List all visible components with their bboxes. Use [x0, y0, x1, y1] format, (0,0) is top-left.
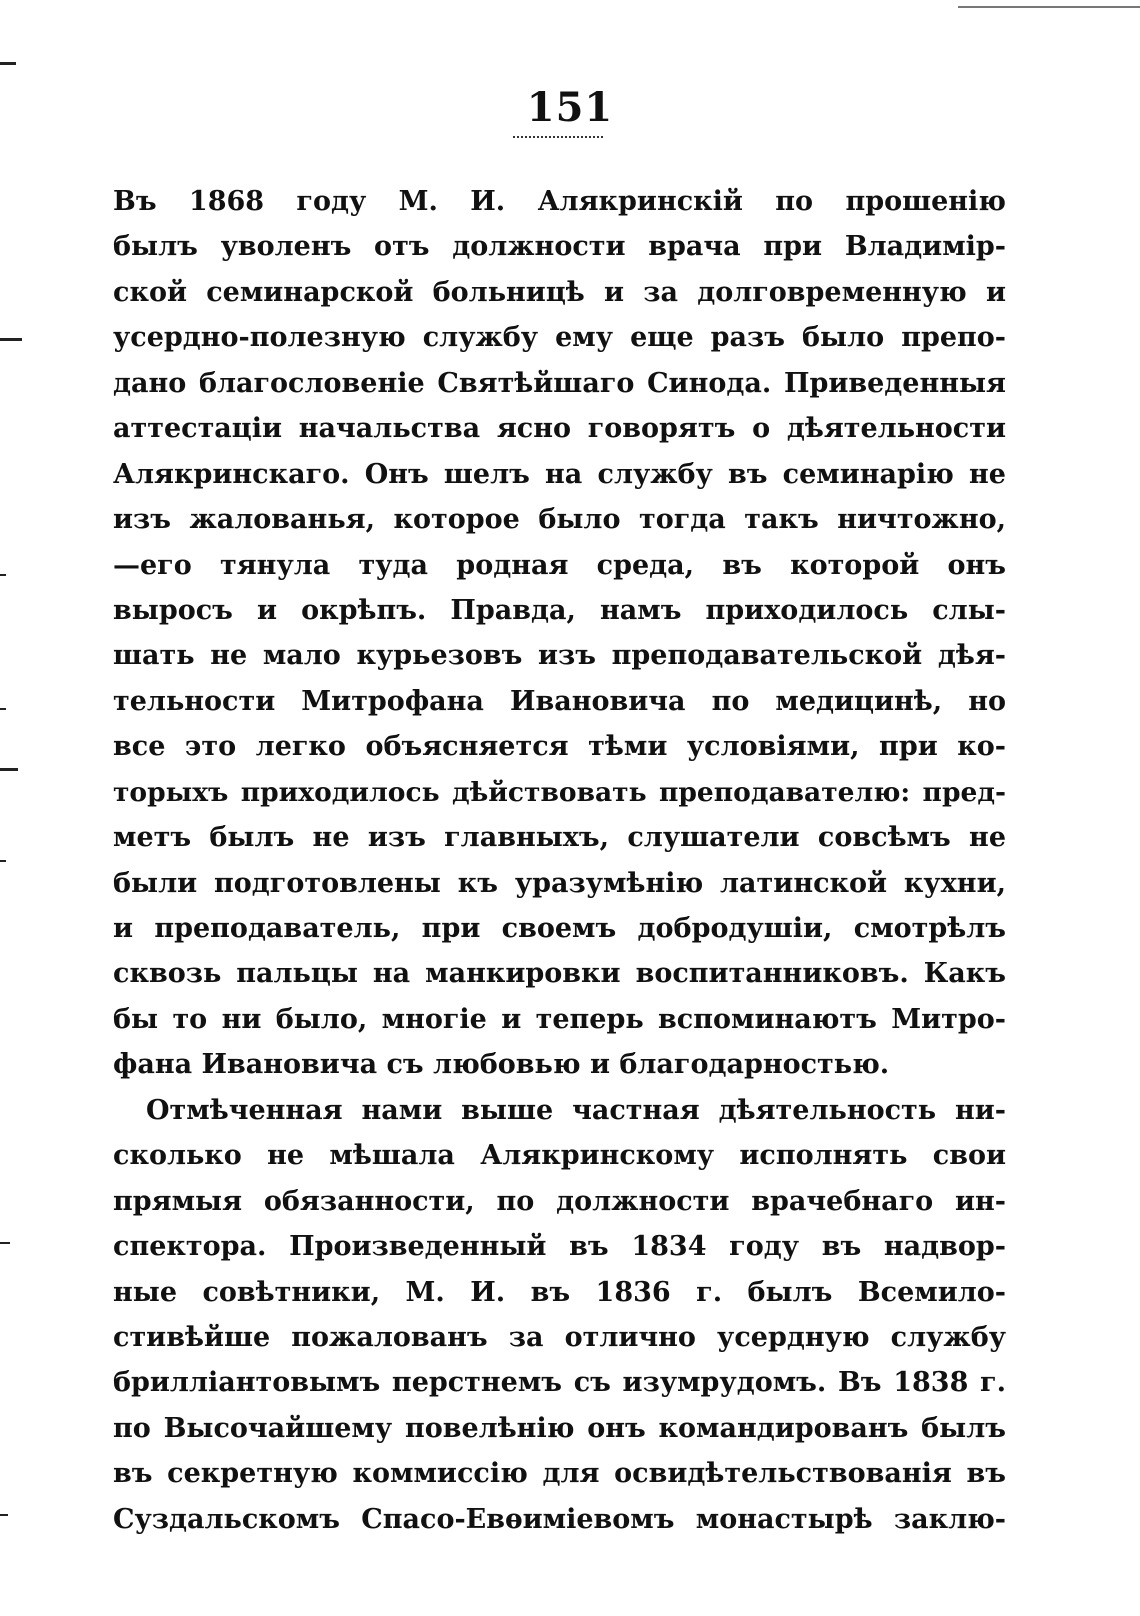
text-line: —его тянула туда родная среда, въ которой онъ [113, 549, 1006, 581]
text-line: тельности Митрофана Ивановича по медицинѣ, но [113, 685, 1006, 717]
text-line: сколько не мѣшала Алякринскому исполнять свои [113, 1140, 1006, 1172]
text-line: ные совѣтники, М. И. въ 1836 г. былъ Всемило- [113, 1276, 1006, 1308]
text-line: усердно-полезную службу ему еще разъ было препо- [113, 322, 1006, 354]
text-line: Суздальскомъ Спасо-Евѳиміевомъ монастырѣ заклю- [113, 1503, 1006, 1535]
margin-mark [0, 62, 16, 65]
text-line: шать не мало курьезовъ изъ преподавательской дѣя- [113, 640, 1006, 672]
text-line: Алякринскаго. Онъ шелъ на службу въ семинарію не [113, 458, 1006, 490]
text-line: стивѣйше пожалованъ за отлично усердную службу [113, 1321, 1006, 1353]
text-line: ской семинарской больницѣ и за долговременную и [113, 276, 1006, 308]
text-line: Отмѣченная нами выше частная дѣятельность ни- [146, 1094, 1006, 1126]
text-line: въ секретную коммиссію для освидѣтельствованія въ [113, 1458, 1006, 1490]
text-line: были подготовлены къ уразумѣнію латинской кухни, [113, 867, 1006, 899]
text-line: фана Ивановича съ любовью и благодарностью. [113, 1049, 890, 1081]
margin-mark [0, 338, 22, 341]
margin-mark [0, 860, 6, 862]
margin-mark [0, 708, 6, 710]
text-line: Въ 1868 году М. И. Алякринскій по прошенію [113, 186, 1006, 217]
text-line: по Высочайшему повелѣнію онъ командированъ былъ [113, 1412, 1006, 1444]
body-text [113, 179, 1006, 1542]
margin-mark [0, 768, 18, 771]
text-line: метъ былъ не изъ главныхъ, слушатели совсѣмъ не [113, 822, 1006, 854]
text-line: выросъ и окрѣпъ. Правда, намъ приходилось слы- [113, 594, 1006, 626]
margin-mark [0, 1514, 8, 1516]
text-line: прямыя обязанности, по должности врачебнаго ин- [113, 1185, 1006, 1217]
text-line: и преподаватель, при своемъ добродушіи, смотрѣлъ [113, 913, 1006, 944]
text-line: аттестаціи начальства ясно говорятъ о дѣятельности [113, 413, 1006, 445]
top-edge-rule [958, 6, 1140, 8]
text-line: спектора. Произведенный въ 1834 году въ надвор- [113, 1231, 1006, 1263]
text-line: сквозь пальцы на манкировки воспитанниковъ. Какъ [113, 958, 1006, 990]
page-number: 151 [526, 84, 614, 131]
text-line: изъ жалованья, которое было тогда такъ ничтожно, [113, 504, 1006, 536]
text-line: торыхъ приходилось дѣйствовать преподавателю: пред- [113, 776, 1006, 808]
text-line: бриллiантовымъ перстнемъ съ изумрудомъ. Въ 1838 г. [113, 1367, 1006, 1399]
text-line: все это легко объясняется тѣми условіями, при ко- [113, 731, 1006, 763]
margin-mark [0, 574, 6, 576]
text-line: былъ уволенъ отъ должности врача при Владимір- [113, 231, 1006, 263]
page-number-rule [513, 136, 603, 138]
text-line: дано благословеніе Святѣйшаго Синода. Приведенныя [113, 367, 1006, 399]
text-line: бы то ни было, многіе и теперь вспоминаютъ Митро- [113, 1003, 1006, 1035]
margin-mark [0, 1242, 10, 1244]
